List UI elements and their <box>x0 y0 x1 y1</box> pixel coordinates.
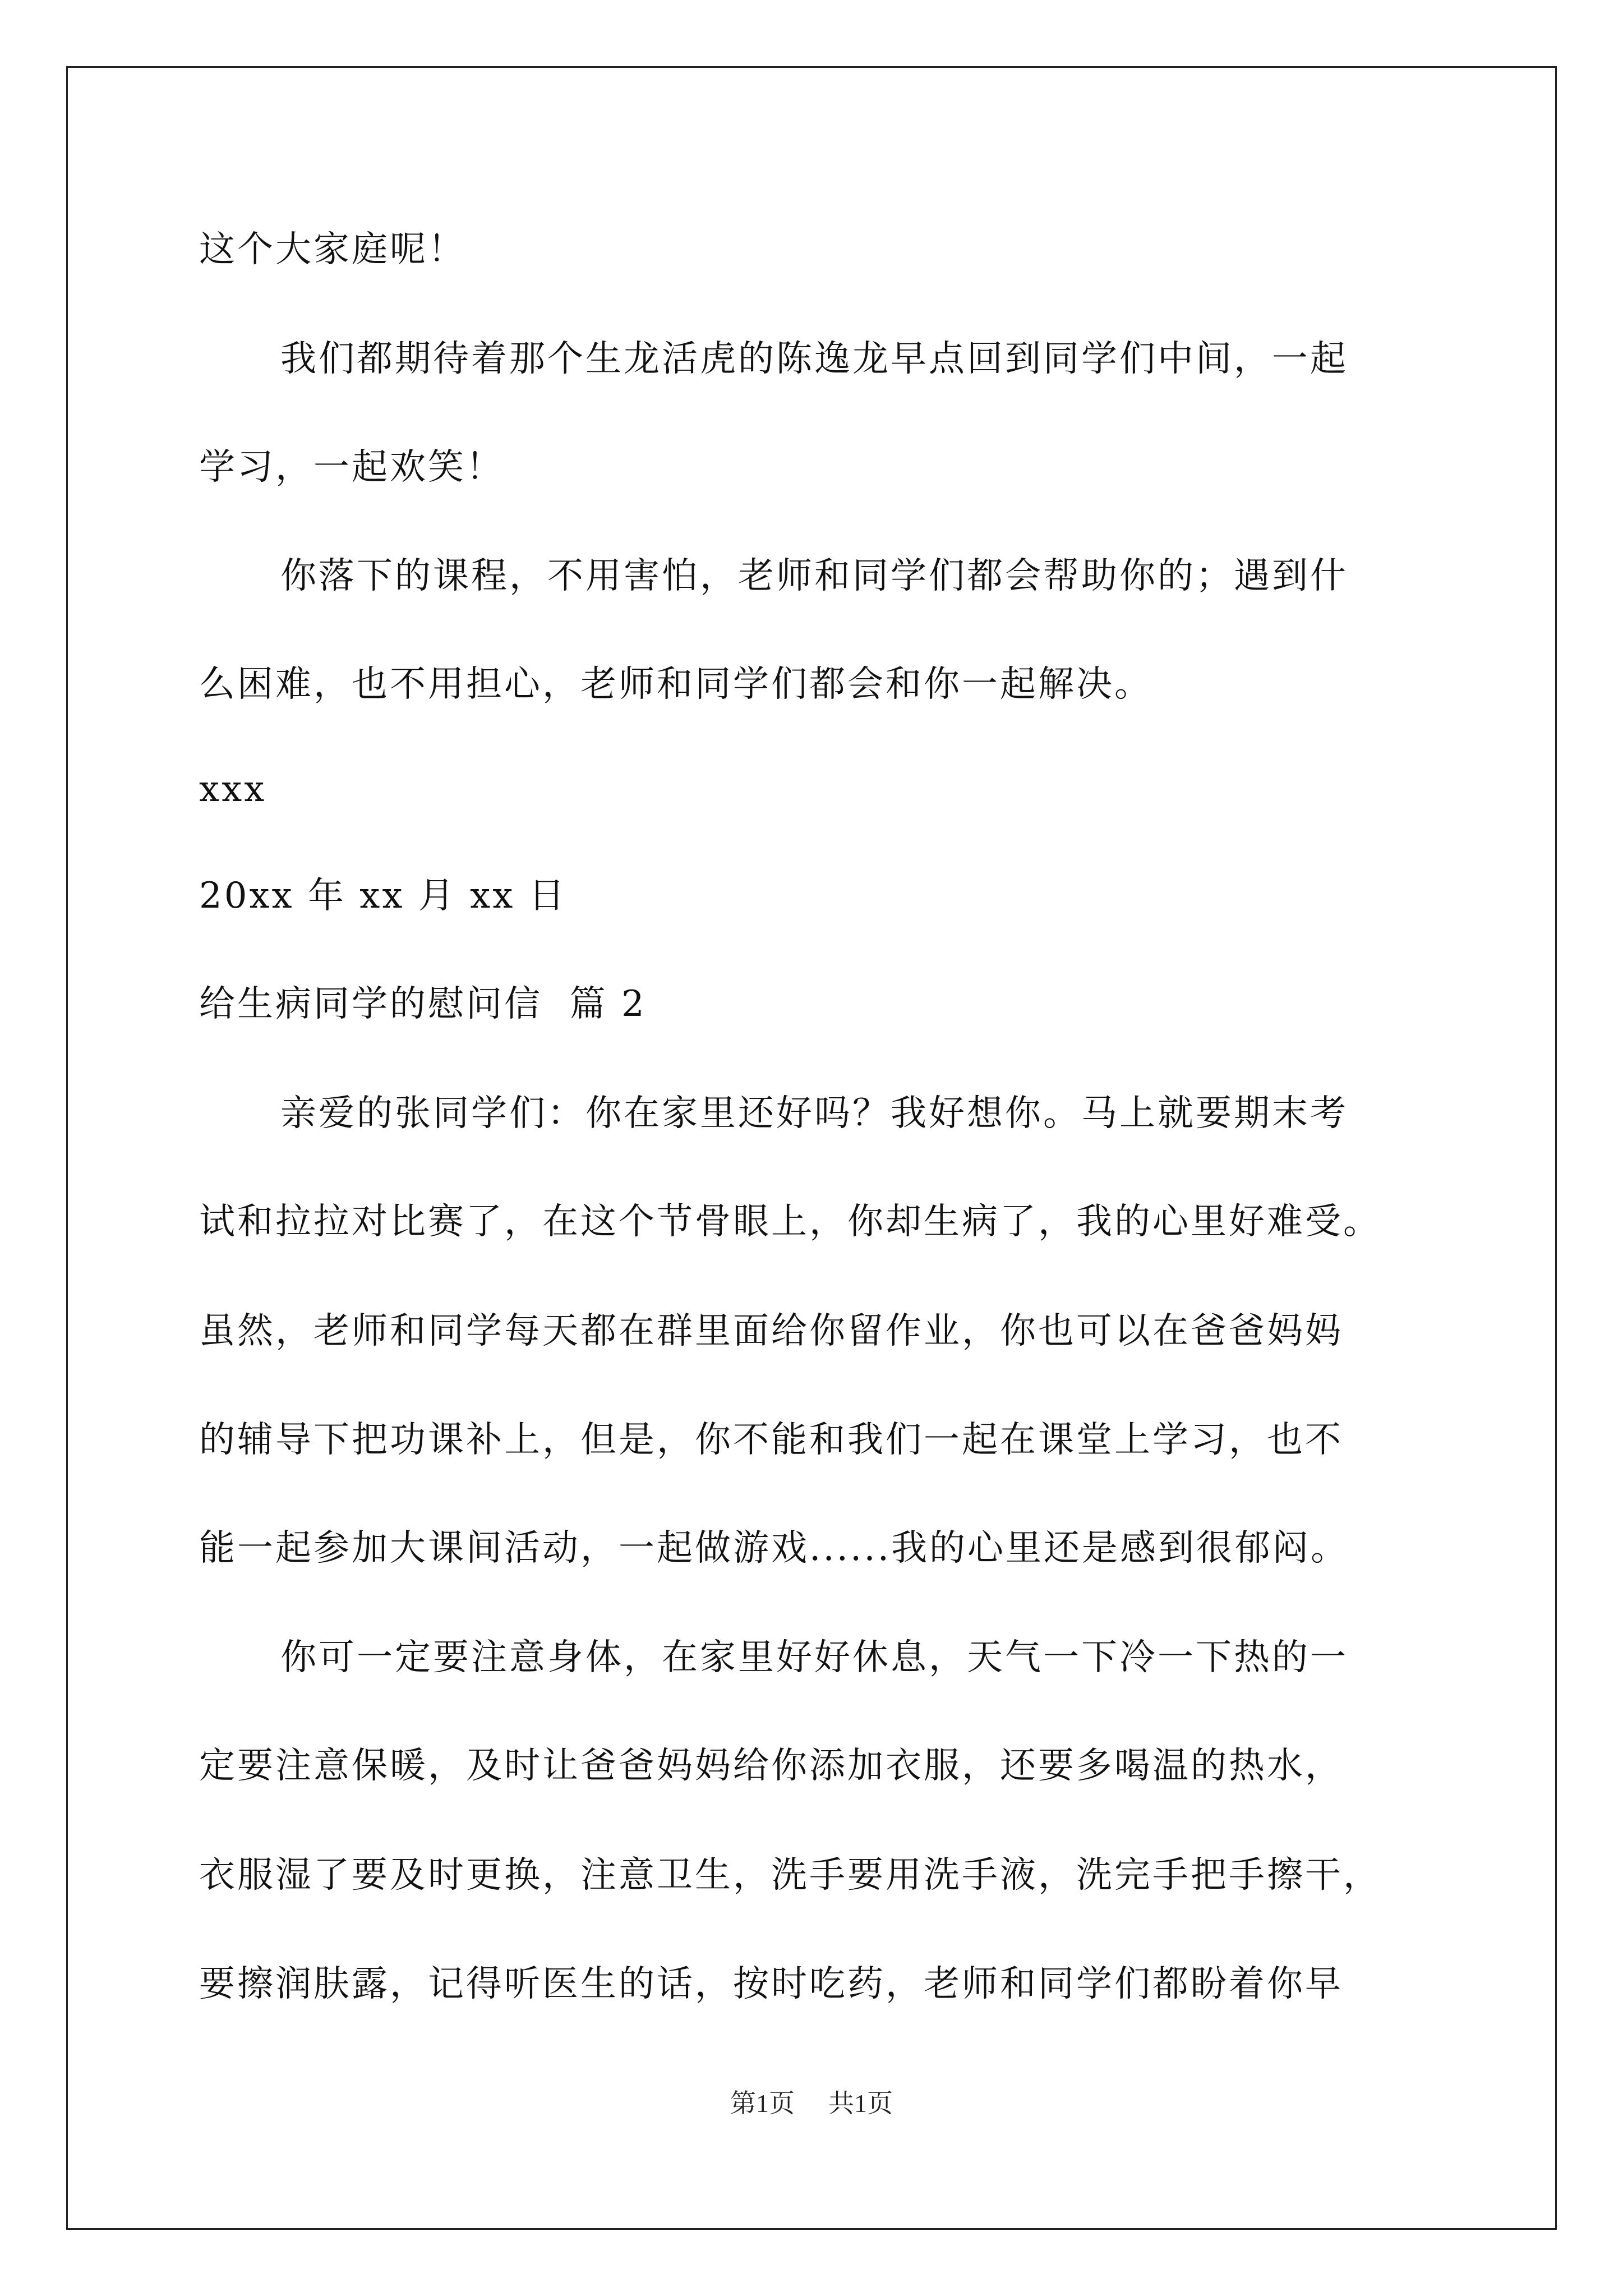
page-number: 第1页 <box>730 2089 795 2118</box>
text-line: 么困难，也不用担心，老师和同学们都会和你一起解决。 <box>199 664 1152 705</box>
text-line: 学习，一起欢笑！ <box>199 447 504 488</box>
text-line: 试和拉拉对比赛了，在这个节骨眼上，你却生病了，我的心里好难受。 <box>199 1201 1381 1243</box>
text-line: 你可一定要注意身体，在家里好好休息，天气一下冷一下热的一 <box>280 1637 1348 1678</box>
page-total: 共1页 <box>828 2089 893 2118</box>
text-line: 的辅导下把功课补上，但是，你不能和我们一起在课堂上学习，也不 <box>199 1419 1343 1461</box>
page-border <box>66 66 1557 2230</box>
text-line: 这个大家庭呢！ <box>199 229 466 270</box>
date-line: 20xx 年 xx 月 xx 日 <box>199 875 567 917</box>
text-line: 衣服湿了要及时更换，注意卫生，洗手要用洗手液，洗完手把手擦干， <box>199 1855 1381 1896</box>
text-line: 定要注意保暖，及时让爸爸妈妈给你添加衣服，还要多喝温的热水， <box>199 1745 1343 1787</box>
text-line: 虽然，老师和同学每天都在群里面给你留作业，你也可以在爸爸妈妈 <box>199 1310 1343 1352</box>
section-heading: 给生病同学的慰问信 篇 2 <box>199 983 647 1025</box>
text-line: 能一起参加大课间活动，一起做游戏......我的心里还是感到很郁闷。 <box>199 1527 1349 1569</box>
text-line: 你落下的课程，不用害怕，老师和同学们都会帮助你的；遇到什 <box>280 555 1348 597</box>
text-line: 我们都期待着那个生龙活虎的陈逸龙早点回到同学们中间，一起 <box>280 338 1348 380</box>
page-footer <box>0 2087 1623 2120</box>
text-line: 要擦润肤露，记得听医生的话，按时吃药，老师和同学们都盼着你早 <box>199 1963 1343 2005</box>
signature-name: xxx <box>199 769 267 810</box>
text-line: 亲爱的张同学们：你在家里还好吗？我好想你。马上就要期末考 <box>280 1093 1348 1134</box>
